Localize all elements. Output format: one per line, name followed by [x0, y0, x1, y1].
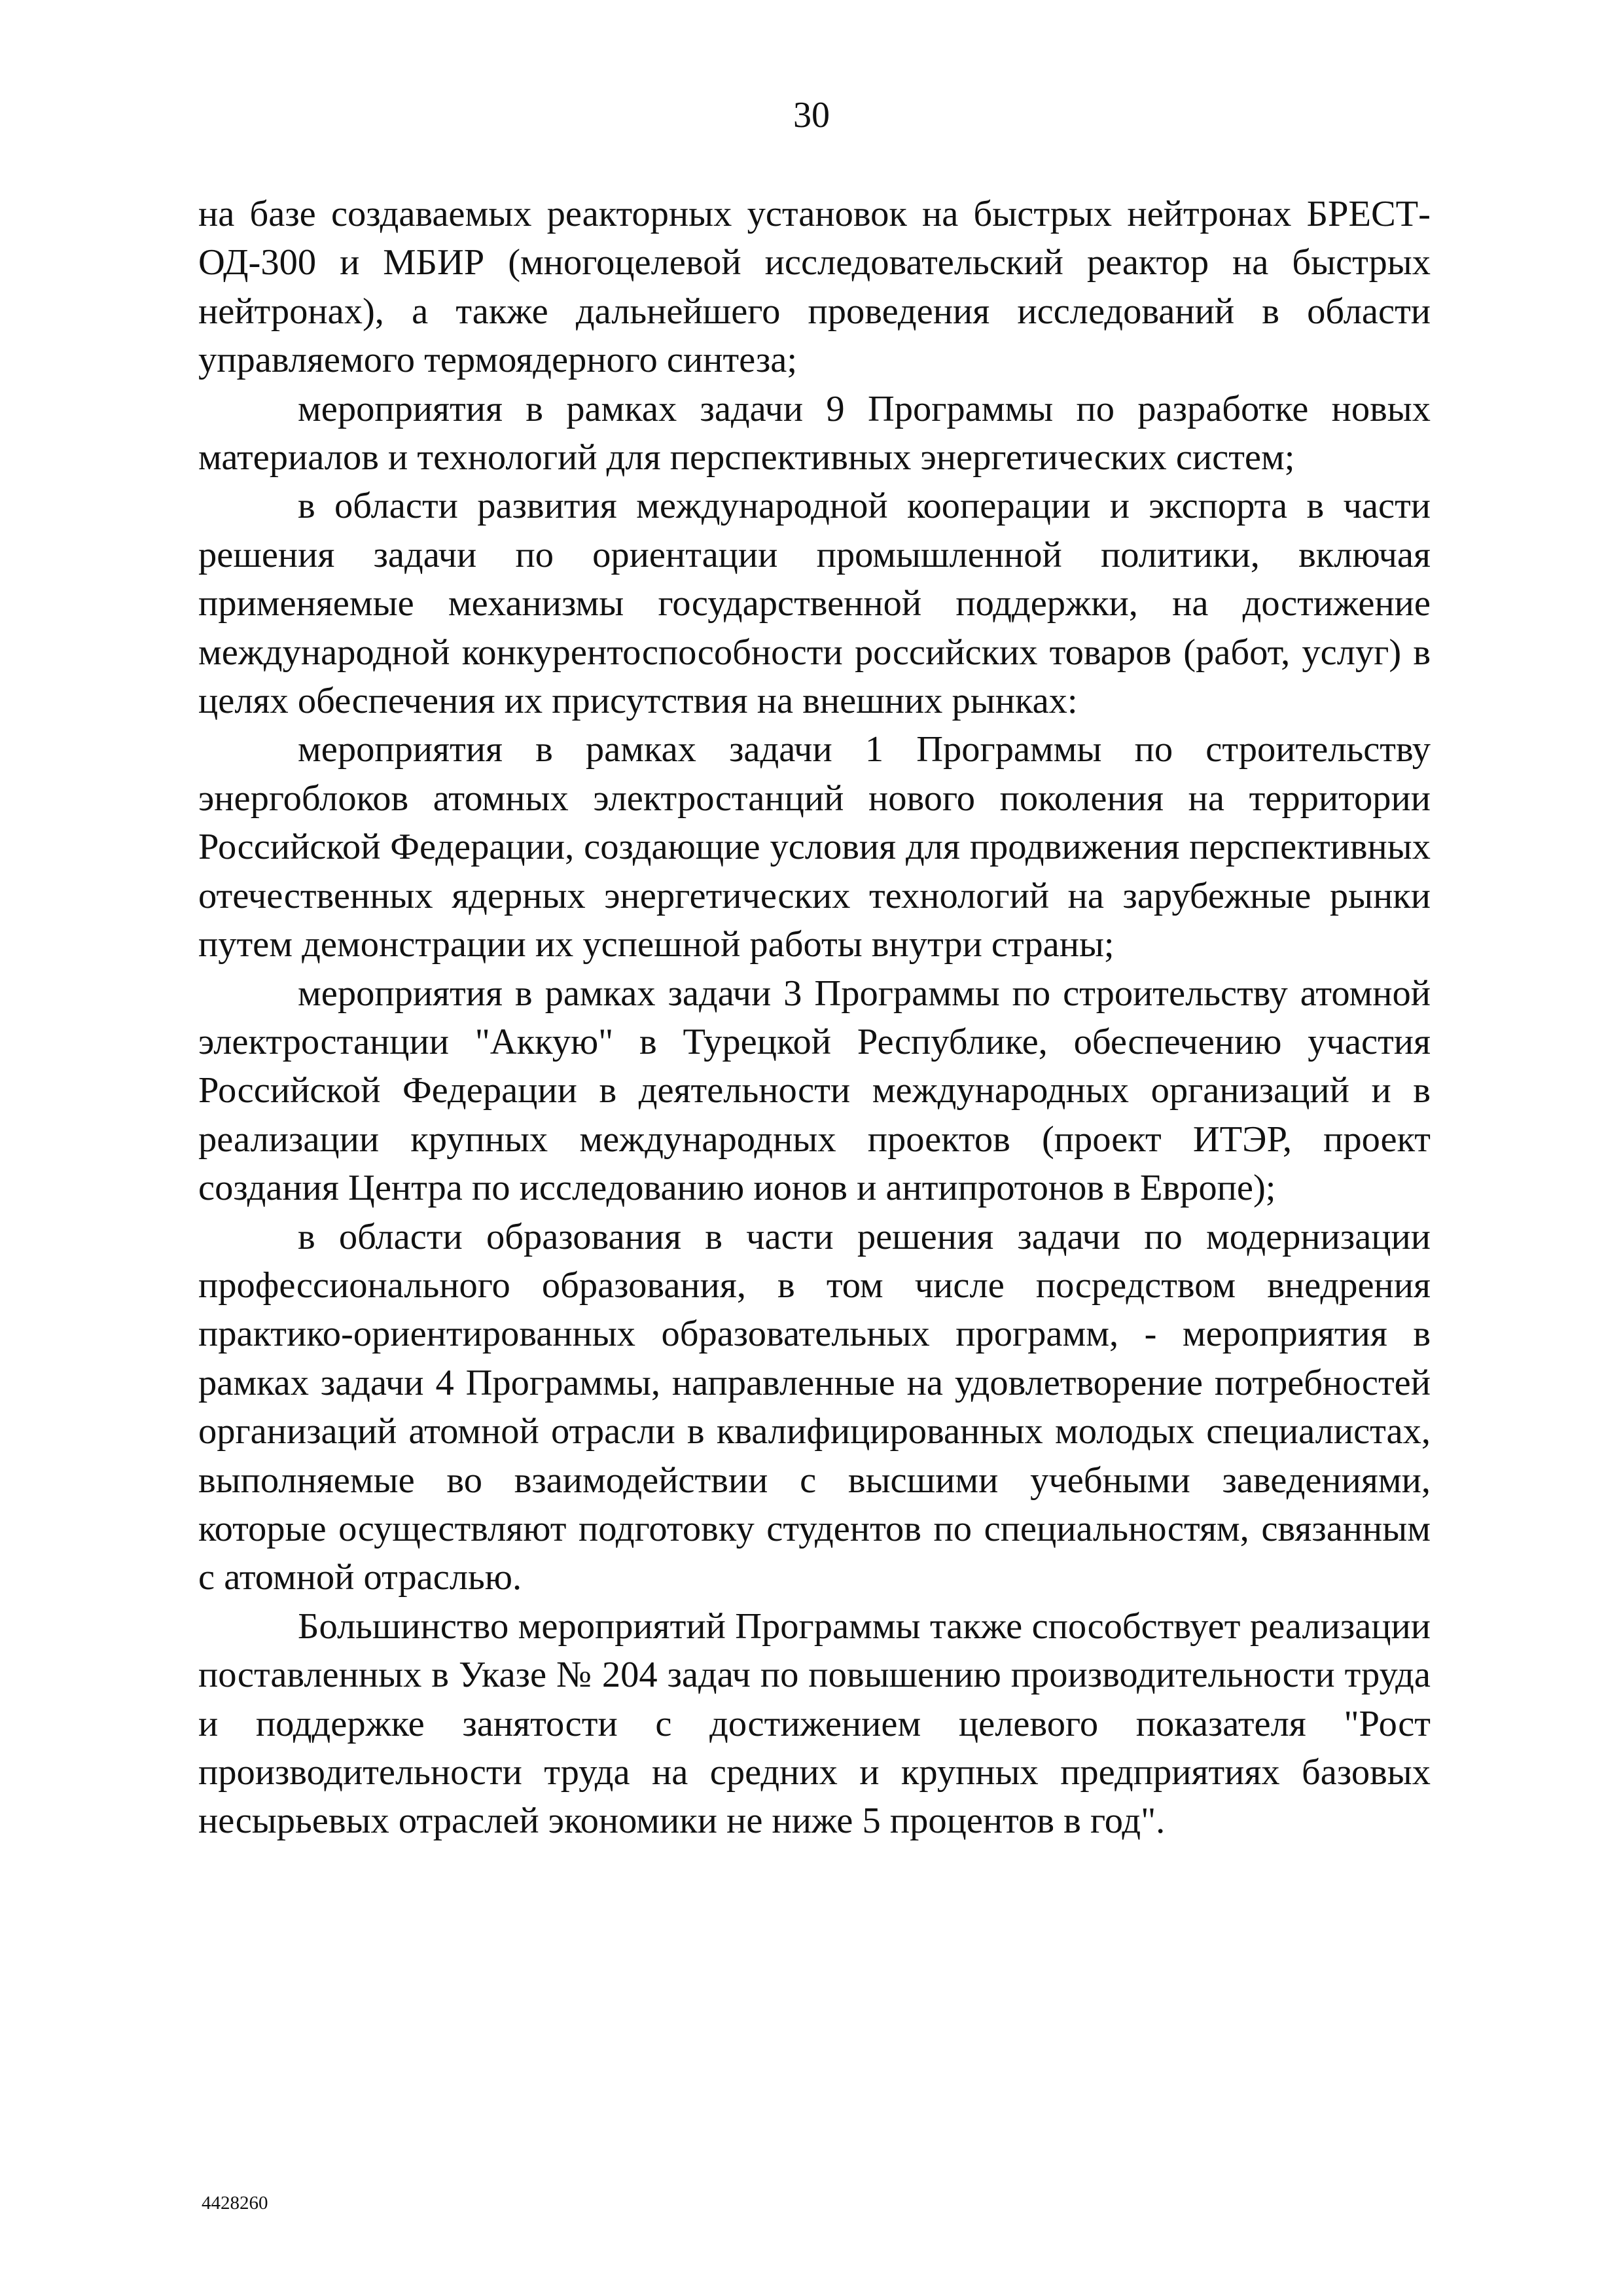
paragraph: мероприятия в рамках задачи 1 Программы по строительству энергоблоков атомных электростанций нового поколения на территории Российской Федерации, создающие условия для продвижения перспективных отечественных ядерных энергетических технологий на зарубежные рынки путем демонстрации их успешной работы внутри страны;	[198, 729, 1431, 965]
paragraph: в области развития международной кооперации и экспорта в части решения задачи по ориентации промышленной политики, включая применяемые механизмы государственной поддержки, на достижение международной конкурентоспособности российских товаров (работ, услуг) в целях обеспечения их присутствия на внешних рынках:	[198, 486, 1431, 722]
document-body	[198, 190, 1431, 1846]
paragraph: на базе создаваемых реакторных установок на быстрых нейтронах БРЕСТ-ОД-300 и МБИР (многоцелевой исследовательский реактор на быстрых нейтронах), а также дальнейшего проведения исследований в области управляемого термоядерного синтеза;	[198, 194, 1431, 381]
paragraph: мероприятия в рамках задачи 3 Программы по строительству атомной электростанции "Аккую" в Турецкой Республике, обеспечению участия Российской Федерации в деятельности международных организаций и в реализации крупных международных проектов (проект ИТЭР, проект создания Центра по исследованию ионов и антипротонов в Европе);	[198, 973, 1431, 1209]
document-id: 4428260	[202, 2193, 268, 2214]
paragraph: Большинство мероприятий Программы также способствует реализации поставленных в Указе № 204 задач по повышению производительности труда и поддержке занятости с достижением целевого показателя "Рост производительности труда на средних и крупных предприятиях базовых несырьевых отраслей экономики не ниже 5 процентов в год".	[198, 1605, 1431, 1842]
paragraph: в области образования в части решения задачи по модернизации профессионального образования, в том числе посредством внедрения практико-ориентированных образовательных программ, - мероприятия в рамках задачи 4 Программы, направленные на удовлетворение потребностей организаций атомной отрасли в квалифицированных молодых специалистах, выполняемые во взаимодействии с высшими учебными заведениями, которые осуществляют подготовку студентов по специальностям, связанным с атомной отраслью.	[198, 1216, 1431, 1598]
page-number: 30	[793, 95, 830, 135]
paragraph: мероприятия в рамках задачи 9 Программы по разработке новых материалов и технологий для перспективных энергетических систем;	[198, 388, 1431, 478]
